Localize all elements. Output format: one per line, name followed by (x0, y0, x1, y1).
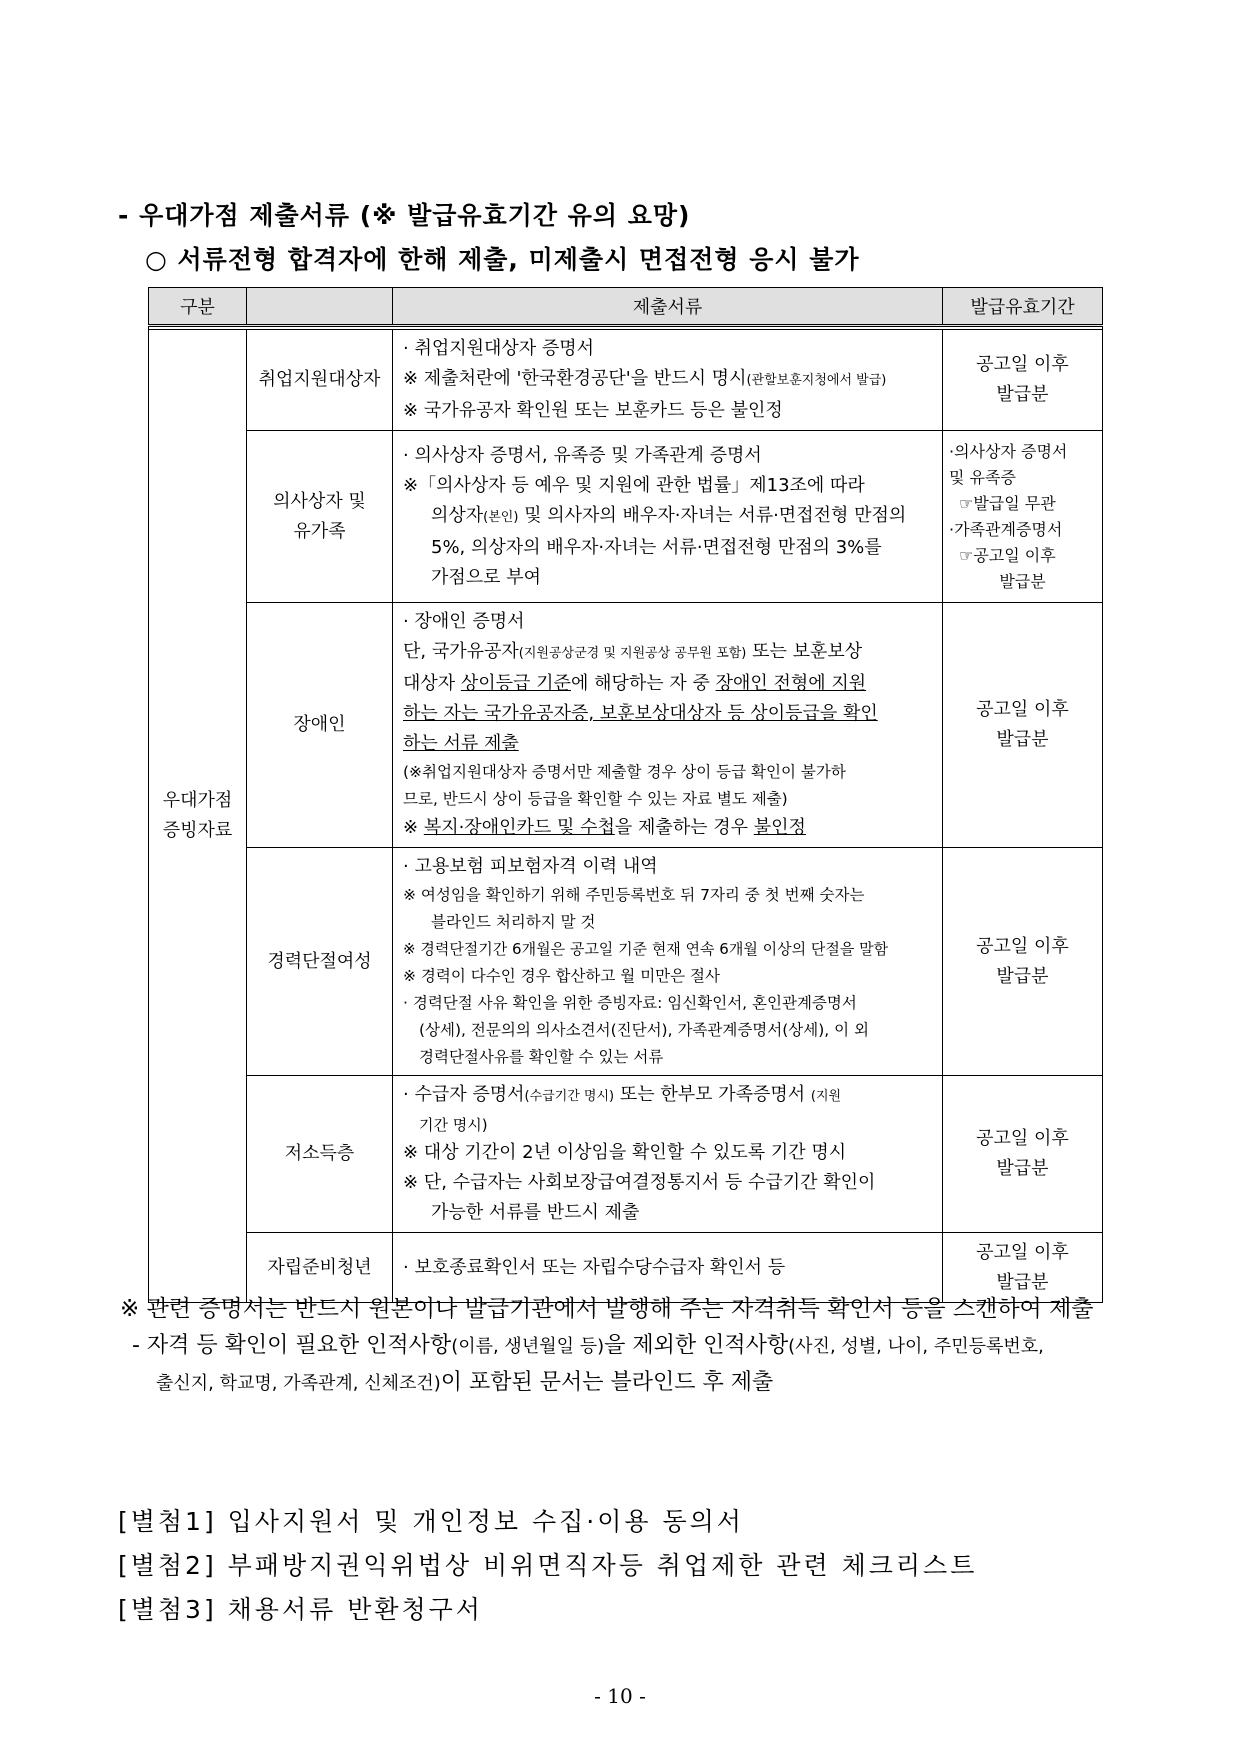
attachment-3: [별첨3] 채용서류 반환청구서 (118, 1595, 483, 1624)
doc-line: ※「의사상자 등 예우 및 지원에 관한 법률」제13조에 따라 (403, 474, 865, 496)
row-validity: ·의사상자 증명서 및 유족증 ☞발급일 무관 ·가족관계증명서 ☞공고일 이후 발급분 (943, 431, 1103, 603)
table-row (149, 431, 1103, 603)
section-subheading: ○ 서류전형 합격자에 한해 제출, 미제출시 면접전형 응시 불가 (145, 245, 860, 274)
table-row (149, 848, 1103, 1076)
row-documents (393, 431, 943, 603)
row-validity: 공고일 이후 발급분 (943, 848, 1103, 1076)
doc-line: · 취업지원대상자 증명서 (403, 338, 595, 359)
doc-line: 의상자(본인) 및 의사자의 배우자·자녀는 서류·면접전형 만점의 (431, 504, 907, 526)
header-validity: 발급유효기간 (943, 288, 1103, 326)
row-validity: 공고일 이후 발급분 (943, 1233, 1103, 1303)
doc-line: ※ 여성임을 확인하기 위해 주민등록번호 뒤 7자리 중 첫 번째 숫자는 (403, 886, 865, 904)
row-documents (393, 603, 943, 848)
row-documents (393, 330, 943, 431)
row-name: 의사상자 및 유가족 (247, 431, 393, 603)
row-validity: 공고일 이후 발급분 (943, 1076, 1103, 1233)
doc-line: (상세), 전문의의 의사소견서(진단서), 가족관계증명서(상세), 이 외 (419, 1021, 870, 1039)
doc-line: · 경력단절 사유 확인을 위한 증빙자료: 임신확인서, 혼인관계증명서 (403, 994, 857, 1012)
note-blind-line1: - 자격 등 확인이 필요한 인적사항(이름, 생년월일 등)을 제외한 인적사항(사진, 성별, 나이, 주민등록번호, (132, 1333, 1044, 1358)
doc-line: · 장애인 증명서 (403, 611, 525, 632)
doc-line: ※ 제출처란에 '한국환경공단'을 반드시 명시(관할보훈지청에서 발급) (403, 368, 887, 389)
doc-line: · 수급자 증명서(수급기간 명시) 또는 한부모 가족증명서 (지원 (403, 1084, 842, 1105)
header-subcategory (247, 288, 393, 326)
doc-line: ※ 국가유공자 확인원 또는 보훈카드 등은 불인정 (403, 400, 783, 421)
section-heading: - 우대가점 제출서류 (※ 발급유효기간 유의 요망) (118, 201, 691, 230)
doc-line: 하는 서류 제출 (403, 733, 519, 754)
row-name: 자립준비청년 (247, 1233, 393, 1303)
category-cell (149, 330, 247, 1303)
doc-line: (※취업지원대상자 증명서만 제출할 경우 상이 등급 확인이 불가하 (403, 763, 846, 781)
row-name: 취업지원대상자 (247, 330, 393, 431)
table-row (149, 330, 1103, 431)
header-documents: 제출서류 (393, 288, 943, 326)
doc-line: · 의사상자 증명서, 유족증 및 가족관계 증명서 (403, 444, 762, 466)
doc-line: ※ 복지·장애인카드 및 수첩을 제출하는 경우 불인정 (403, 817, 806, 838)
doc-line: · 보호종료확인서 또는 자립수당수급자 확인서 등 (403, 1256, 786, 1278)
doc-line: ※ 단, 수급자는 사회보장급여결정통지서 등 수급기간 확인이 (403, 1172, 876, 1193)
doc-line: 가점으로 부여 (431, 566, 542, 588)
doc-line: 블라인드 처리하지 말 것 (431, 913, 596, 931)
row-documents (393, 1076, 943, 1233)
page-number: - 10 - (594, 1684, 646, 1708)
note-blind-line2: 출신지, 학교명, 가족관계, 신체조건)이 포함된 문서는 블라인드 후 제출 (156, 1370, 774, 1395)
doc-line: ※ 대상 기간이 2년 이상임을 확인할 수 있도록 기간 명시 (403, 1142, 847, 1163)
table-header-row (149, 288, 1103, 326)
doc-line: 가능한 서류를 반드시 제출 (431, 1202, 640, 1223)
row-name: 장애인 (247, 603, 393, 848)
row-name: 저소득층 (247, 1076, 393, 1233)
row-documents (393, 848, 943, 1076)
documents-table (148, 287, 1103, 1303)
attachment-1: [별첨1] 입사지원서 및 개인정보 수집·이용 동의서 (118, 1507, 744, 1536)
doc-line: · 고용보험 피보험자격 이력 내역 (403, 856, 658, 877)
header-category: 구분 (149, 288, 247, 326)
doc-line: ※ 경력단절기간 6개월은 공고일 기준 현재 연속 6개월 이상의 단절을 말함 (403, 940, 889, 958)
attachment-2: [별첨2] 부패방지권익위법상 비위면직자등 취업제한 관련 체크리스트 (118, 1551, 978, 1580)
doc-line: 기간 명시) (419, 1116, 488, 1134)
row-validity: 공고일 이후 발급분 (943, 603, 1103, 848)
doc-line: 5%, 의상자의 배우자·자녀는 서류·면접전형 만점의 3%를 (431, 536, 882, 558)
doc-line: 단, 국가유공자(지원공상군경 및 지원공상 공무원 포함) 또는 보훈보상 (403, 641, 863, 662)
note-original-docs: ※ 관련 증명서는 반드시 원본이나 발급기관에서 발행해 주는 자격취득 확인서 등을 스캔하여 제출 (120, 1296, 1094, 1322)
doc-line: ※ 경력이 다수인 경우 합산하고 월 미만은 절사 (403, 967, 720, 985)
table-row (149, 1076, 1103, 1233)
doc-line: 대상자 상이등급 기준에 해당하는 자 중 장애인 전형에 지원 (403, 673, 867, 694)
row-validity: 공고일 이후 발급분 (943, 330, 1103, 431)
doc-line: 므로, 반드시 상이 등급을 확인할 수 있는 자료 별도 제출) (403, 790, 788, 808)
table-row (149, 603, 1103, 848)
doc-line: 하는 자는 국가유공자증, 보훈보상대상자 등 상이등급을 확인 (403, 703, 878, 724)
row-name: 경력단절여성 (247, 848, 393, 1076)
category-label: 우대가점 증빙자료 (162, 790, 233, 841)
doc-line: 경력단절사유를 확인할 수 있는 서류 (419, 1048, 664, 1066)
